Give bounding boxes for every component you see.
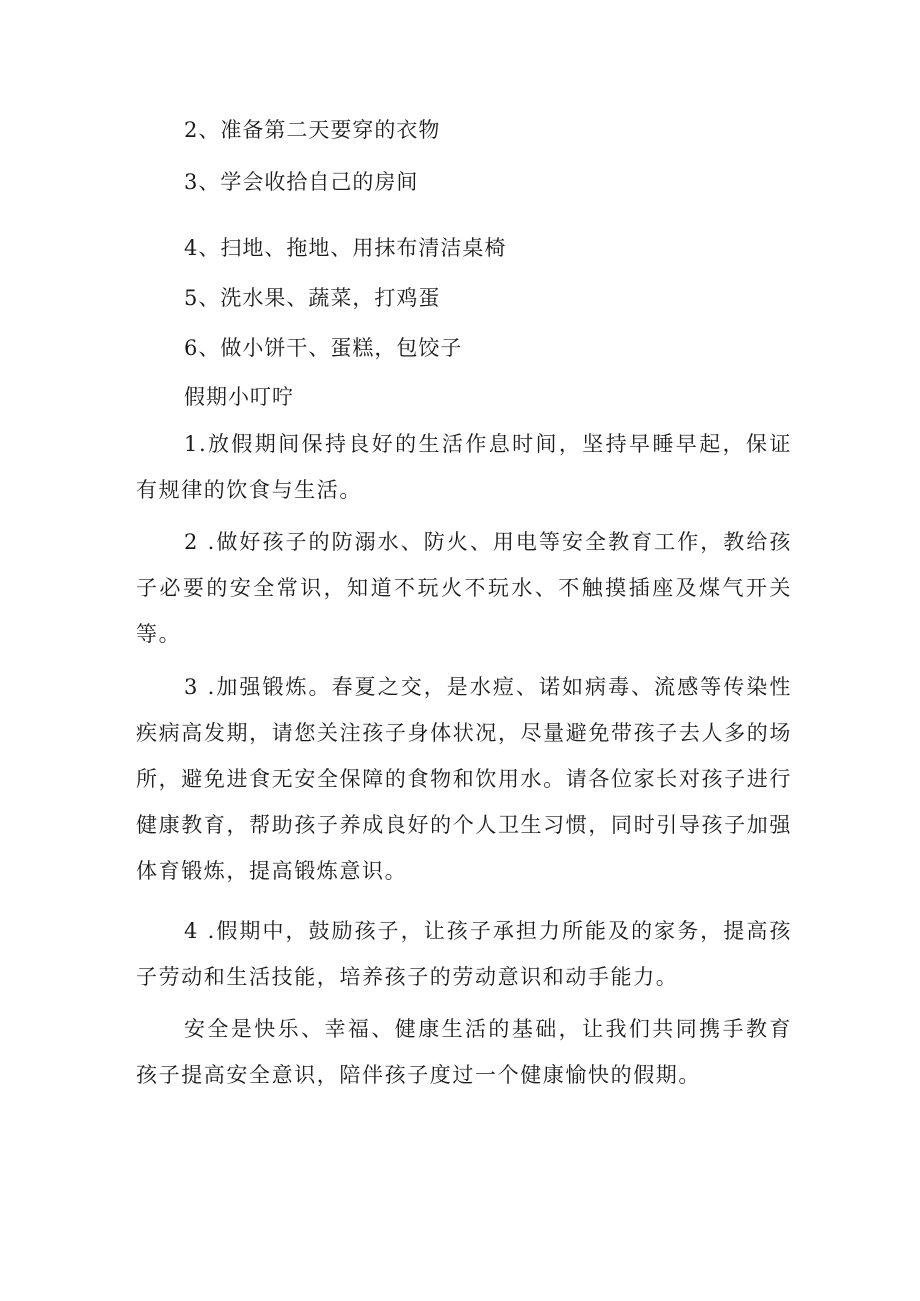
list-item-5: 5、洗水果、蔬菜，打鸡蛋 [184, 286, 441, 310]
tip-paragraph-4: 4 .假期中，鼓励孩子，让孩子承担力所能及的家务，提高孩子劳动和生活技能，培养孩子的劳动意识和动手能力。 [136, 919, 792, 989]
tip-paragraph-2: 2 .做好孩子的防溺水、防火、用电等安全教育工作，教给孩子必要的安全常识，知道不玩火不玩水、不触摸插座及煤气开关等。 [136, 530, 792, 646]
closing-paragraph: 安全是快乐、幸福、健康生活的基础，让我们共同携手教育孩子提高安全意识，陪伴孩子度过一个健康愉快的假期。 [136, 1017, 792, 1087]
section-heading: 假期小叮咛 [184, 385, 294, 409]
list-item-6: 6、做小饼干、蛋糕，包饺子 [184, 336, 463, 360]
list-item-4: 4、扫地、拖地、用抹布清洁桌椅 [184, 236, 507, 260]
tip-paragraph-1: 1.放假期间保持良好的生活作息时间，坚持早睡早起，保证有规律的饮食与生活。 [136, 432, 792, 502]
list-item-2: 2、准备第二天要穿的衣物 [184, 118, 441, 142]
tip-paragraph-3: 3 .加强锻炼。春夏之交，是水痘、诺如病毒、流感等传染性疾病高发期，请您关注孩子身体状况，尽量避免带孩子去人多的场所，避免进食无安全保障的食物和饮用水。请各位家长对孩子进行健康教育，帮助孩子养成良好的个人卫生习惯，同时引导孩子加强体育锻炼，提高锻炼意识。 [136, 675, 792, 883]
list-item-3: 3、学会收拾自己的房间 [184, 170, 419, 194]
